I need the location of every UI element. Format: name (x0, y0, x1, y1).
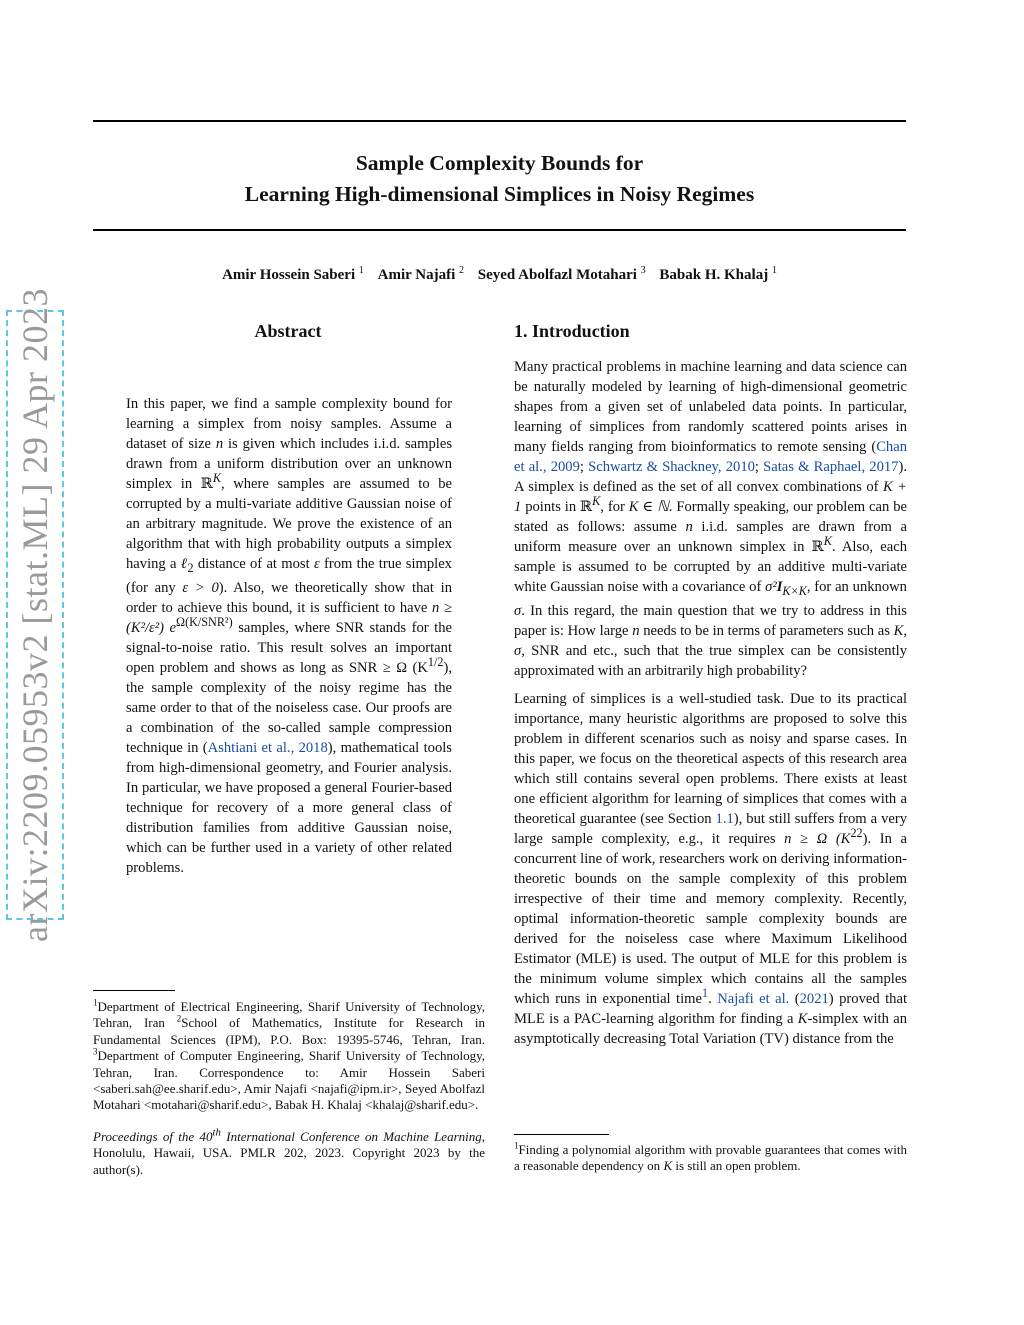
proceedings-note: Proceedings of the 40th International Conference on Machine Learning, Honolulu, Hawaii, USA. PMLR 202, 2023. Copyright 2023 by the author(s). (93, 1126, 485, 1177)
introduction-body (514, 357, 907, 1057)
footnote-link[interactable]: 1 (702, 986, 709, 1001)
abstract-body: In this paper, we find a sample complexity bound for learning a simplex from noisy samples. Assume a dataset of size n is given which includes i.i.d. samples drawn from a uniform distribution over an unknown simplex in ℝ$^K$, where samples are assumed to be corrupted by a multi-variate additive Gaussian noise of an arbitrary magnitude. We prove the existence of an algorithm that with high probability outputs a simplex having a ℓ$_2$ distance of at most ε from the true simplex (for any ε > 0). Also, we theoretically show that in order to achieve this bound, it is sufficient to have n ≥ (K²/ε²) $e^{\Omega(K/SNR^2)}$ samples, where SNR stands for the signal-to-noise ratio. This result solves an important open problem and shows as long as SNR ≥ Ω $(K^{1/2})$, the sample complexity of the noisy regime has the same order to that of the noiseless case. Our proofs are a combination of the so-called sample compression technique in (Ashtiani et al., 2018), mathematical tools from high-dimensional geometry, and Fourier analysis. In particular, we have proposed a general Fourier-based technique for recovery of a more general class of distribution families from additive Gaussian noise, which can be further used in a variety of other related problems. (126, 396, 453, 876)
left-footnotes (93, 990, 485, 1178)
title-bottom-rule (93, 229, 906, 231)
section-ref-link[interactable]: 1.1 (715, 810, 734, 827)
author-list (93, 267, 906, 284)
section-heading-introduction: 1. Introduction (514, 321, 630, 341)
footnote-rule (93, 990, 175, 991)
affiliation-footnote: $^1$Department of Electrical Engineering, Sharif University of Technology, Tehran, Iran $^2$School of Mathematics, Institute for Research in Fundamental Sciences (IPM), P.O. Box: 19395-5746, Tehran, Iran. $^3$Department of Computer Engineering, Sharif University of Technology, Tehran, Iran. Correspondence to: Amir Hossein Saberi <saberi.sah@ee.sharif.edu>, Amir Najafi <najafi@ipm.ir>, Seyed Abolfazl Motahari <motahari@sharif.edu>, Babak H. Khalaj <khalaj@sharif.edu>. (93, 997, 485, 1113)
citation-link[interactable]: Satas & Raphael, 2017 (763, 459, 899, 475)
citation-link[interactable]: Chan et al., 2009 (514, 439, 907, 475)
author: Seyed Abolfazl Motahari $^3$ (477, 265, 646, 283)
abstract-heading: Abstract (254, 321, 322, 341)
author: Amir Hossein Saberi $^1$ (222, 265, 364, 283)
right-footnote (514, 1134, 907, 1175)
author: Babak H. Khalaj $^1$ (659, 265, 777, 283)
footnote-rule (514, 1134, 609, 1135)
citation-year-link[interactable]: 2021 (799, 990, 829, 1007)
footnote-1-text: $^1$Finding a polynomial algorithm with provable guarantees that comes with a reasonable dependency on K is still an open problem. (514, 1140, 907, 1174)
title-top-rule (93, 120, 906, 122)
citation-link[interactable]: Najafi et al. (717, 990, 790, 1007)
intro-paragraph-1: Many practical problems in machine learning and data science can be naturally modeled by learning of high-dimensional geometric shapes from a given set of unlabeled data points. In particular, learning of simplices from randomly scattered points arises in many fields ranging from bioinformatics to remote sensing (Chan et al., 2009; Schwartz & Shackney, 2010; Satas & Raphael, 2017). A simplex is defined as the set of all convex combinations of K + 1 points in ℝ$^K$, for K ∈ ℕ. Formally speaking, our problem can be stated as follows: assume n i.i.d. samples are drawn from a uniform measure over an unknown simplex in ℝ$^K$. Also, each sample is assumed to be corrupted by an additive multi-variate white Gaussian noise with a covariance of $\sigma^2I_{K\times K}$, for an unknown σ. In this regard, the main question that we try to address in this paper is: How large n needs to be in terms of parameters such as K, σ, SNR and etc., such that the true simplex can be consistently approximated with an arbitrarily high probability? (514, 359, 908, 679)
arxiv-watermark[interactable] (6, 288, 64, 942)
citation-link[interactable]: Ashtiani et al., 2018 (207, 739, 328, 756)
title-line-2: Learning High-dimensional Simplices in Noisy Regimes (244, 182, 755, 206)
arxiv-watermark-text: arXiv:2209.05953v2 [stat.ML] 29 Apr 2023 (15, 288, 55, 942)
intro-paragraph-2: Learning of simplices is a well-studied task. Due to its practical importance, many heuristic algorithms are proposed to solve this problem in different scenarios such as noisy and sparse cases. In this paper, we focus on the theoretical aspects of this research area which still contains several open problems. There exists at least one efficient algorithm for learning of simplices that comes with a theoretical guarantee (see Section 1.1), but still suffers from a very large sample complexity, e.g., it requires n ≥ Ω $(K^{22})$. In a concurrent line of work, researchers work on deriving information-theoretic bounds on the sample complexity of this problem irrespective of their time and memory complexity. Recently, optimal information-theoretic sample complexity bounds are derived for the noiseless case where Maximum Likelihood Estimator (MLE) is used. The output of MLE for this problem is the minimum volume simplex which contains all the samples which runs in exponential time$^1$. Najafi et al. (2021) proved that MLE is a PAC-learning algorithm for finding a K-simplex with an asymptotically decreasing Total Variation (TV) distance from the (514, 690, 907, 1047)
citation-link[interactable]: Schwartz & Shackney, 2010 (588, 459, 755, 475)
title-line-1: Sample Complexity Bounds for (355, 151, 644, 175)
paper-title (93, 148, 906, 210)
author: Amir Najafi $^2$ (377, 265, 464, 283)
